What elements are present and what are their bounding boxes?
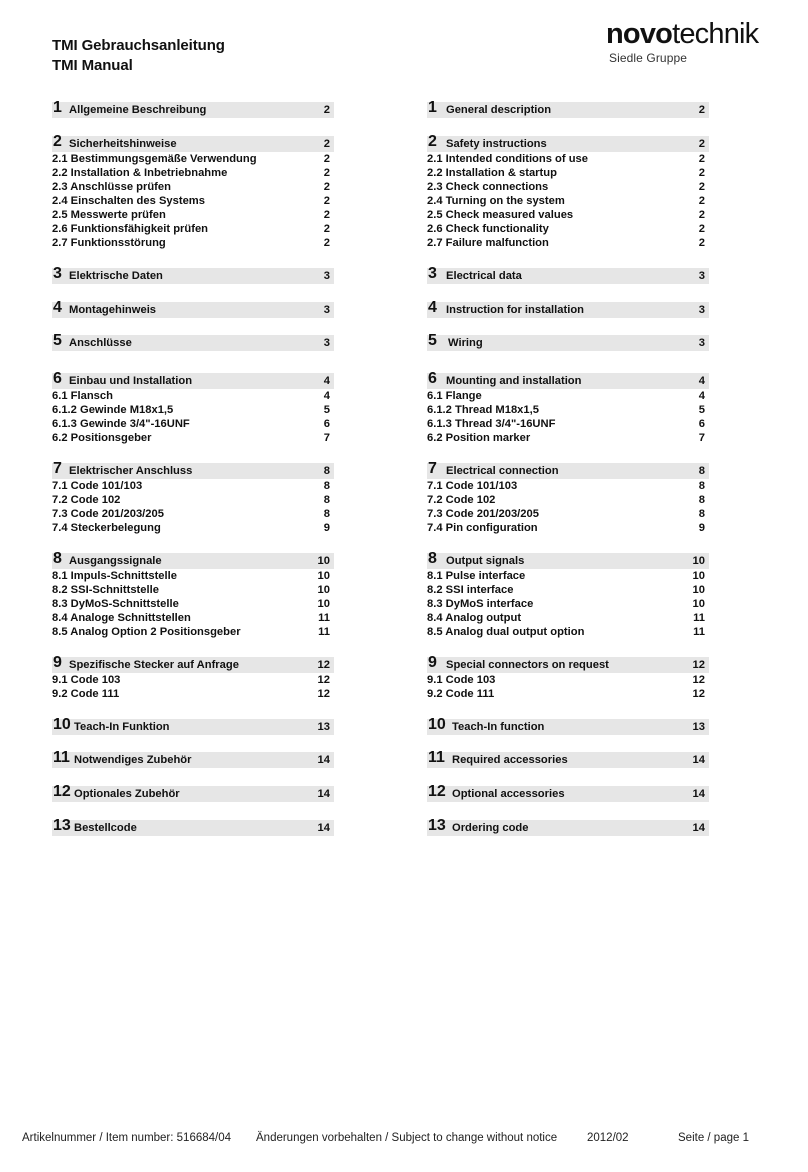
item-label: 2.2 Installation & startup xyxy=(427,167,557,179)
toc-item-2-7[interactable] xyxy=(52,236,334,250)
item-label: 7.4 Steckerbelegung xyxy=(52,522,161,534)
section-number: 7 xyxy=(428,460,437,477)
toc-section-13[interactable] xyxy=(427,817,709,836)
section-page: 4 xyxy=(323,375,330,387)
section-page: 12 xyxy=(692,659,705,671)
item-page: 10 xyxy=(692,570,705,582)
title-german: TMI Gebrauchsanleitung xyxy=(52,37,225,54)
item-label: 9.2 Code 111 xyxy=(427,688,495,700)
toc-item-7-1[interactable] xyxy=(427,479,709,493)
section-page: 2 xyxy=(698,138,705,150)
toc-item-6-1-3[interactable] xyxy=(427,417,709,431)
section-number: 10 xyxy=(428,716,446,733)
item-page: 8 xyxy=(698,480,705,492)
item-page: 4 xyxy=(698,390,705,402)
title-english: TMI Manual xyxy=(52,57,133,74)
section-number: 8 xyxy=(428,550,437,567)
section-page: 2 xyxy=(698,104,705,116)
toc-item-6-2[interactable] xyxy=(52,431,334,445)
section-label: Anschlüsse xyxy=(69,337,132,349)
toc-item-6-1[interactable] xyxy=(427,389,709,403)
toc-item-7-1[interactable] xyxy=(52,479,334,493)
section-label: Elektrischer Anschluss xyxy=(69,465,193,477)
section-number: 2 xyxy=(53,133,62,150)
toc-section-11[interactable] xyxy=(52,749,334,768)
item-page: 2 xyxy=(323,237,330,249)
novotechnik-logo xyxy=(606,18,796,70)
item-label: 2.4 Turning on the system xyxy=(427,195,565,207)
section-number: 8 xyxy=(53,550,62,567)
toc-section-8[interactable] xyxy=(52,550,334,569)
section-label: Teach-In function xyxy=(452,721,545,733)
item-label: 8.3 DyMoS-Schnittstelle xyxy=(52,598,179,610)
section-label: Safety instructions xyxy=(446,138,547,150)
item-label: 7.2 Code 102 xyxy=(52,494,121,506)
toc-item-7-2[interactable] xyxy=(52,493,334,507)
item-label: 2.2 Installation & Inbetriebnahme xyxy=(52,167,228,179)
toc-section-9[interactable] xyxy=(52,654,334,673)
toc-item-8-4[interactable] xyxy=(427,611,709,625)
section-page: 8 xyxy=(323,465,330,477)
item-label: 2.5 Check measured values xyxy=(427,209,574,221)
section-number: 6 xyxy=(428,370,437,387)
item-label: 2.3 Anschlüsse prüfen xyxy=(52,181,171,193)
section-label: Einbau und Installation xyxy=(69,375,193,387)
section-label: Allgemeine Beschreibung xyxy=(69,104,207,116)
item-page: 7 xyxy=(323,432,330,444)
item-page: 10 xyxy=(317,598,330,610)
section-number: 11 xyxy=(428,749,445,766)
toc-item-2-5[interactable] xyxy=(427,208,709,222)
item-page: 2 xyxy=(698,167,705,179)
section-label: Montagehinweis xyxy=(69,304,157,316)
toc-item-7-4[interactable] xyxy=(52,521,334,535)
item-label: 2.1 Intended conditions of use xyxy=(427,153,588,165)
section-label: Optional accessories xyxy=(452,788,565,800)
section-number: 4 xyxy=(53,299,62,316)
item-page: 2 xyxy=(323,181,330,193)
section-number: 6 xyxy=(53,370,62,387)
section-number: 5 xyxy=(428,332,437,349)
toc-item-2-2[interactable] xyxy=(52,166,334,180)
toc-item-2-4[interactable] xyxy=(52,194,334,208)
toc-section-13[interactable] xyxy=(52,817,334,836)
toc-section-5[interactable] xyxy=(427,332,709,351)
section-page: 14 xyxy=(692,788,705,800)
toc-item-2-6[interactable] xyxy=(52,222,334,236)
toc-section-4[interactable] xyxy=(52,299,334,318)
footer-date: 2012/02 xyxy=(587,1132,629,1144)
item-label: 2.1 Bestimmungsgemäße Verwendung xyxy=(52,153,257,165)
item-label: 2.7 Funktionsstörung xyxy=(52,237,166,249)
item-label: 2.3 Check connections xyxy=(427,181,549,193)
section-page: 2 xyxy=(323,138,330,150)
section-page: 12 xyxy=(317,659,330,671)
item-label: 2.6 Funktionsfähigkeit prüfen xyxy=(52,223,209,235)
toc-item-8-4[interactable] xyxy=(52,611,334,625)
item-label: 6.1.3 Thread 3/4"-16UNF xyxy=(427,418,556,430)
item-label: 8.2 SSI interface xyxy=(427,584,514,596)
section-page: 3 xyxy=(698,270,705,282)
section-label: Ausgangssignale xyxy=(69,555,162,567)
item-page: 4 xyxy=(323,390,330,402)
item-label: 2.4 Einschalten des Systems xyxy=(52,195,205,207)
item-page: 10 xyxy=(692,584,705,596)
section-label: Optionales Zubehör xyxy=(74,788,180,800)
section-page: 3 xyxy=(323,337,330,349)
item-label: 2.6 Check functionality xyxy=(427,223,549,235)
item-page: 9 xyxy=(698,522,705,534)
toc-item-9-2[interactable] xyxy=(427,687,709,701)
section-label: Spezifische Stecker auf Anfrage xyxy=(69,659,239,671)
section-page: 14 xyxy=(692,822,705,834)
item-label: 7.1 Code 101/103 xyxy=(52,480,143,492)
toc-section-6[interactable] xyxy=(427,370,709,389)
section-page: 14 xyxy=(317,788,330,800)
toc-section-12[interactable] xyxy=(52,783,334,802)
section-number: 7 xyxy=(53,460,62,477)
logo-light-text: technik xyxy=(672,18,759,50)
item-page: 8 xyxy=(323,480,330,492)
toc-section-3[interactable] xyxy=(427,265,709,284)
toc-item-6-1-2[interactable] xyxy=(427,403,709,417)
toc-section-1[interactable] xyxy=(427,99,709,118)
logo-subtitle: Siedle Gruppe xyxy=(609,51,688,65)
item-page: 7 xyxy=(698,432,705,444)
item-page: 2 xyxy=(323,167,330,179)
section-number: 3 xyxy=(53,265,62,282)
item-label: 7.3 Code 201/203/205 xyxy=(427,508,539,520)
toc-item-6-2[interactable] xyxy=(427,431,709,445)
section-label: Required accessories xyxy=(452,754,568,766)
document-title xyxy=(52,36,372,76)
item-label: 6.1.2 Thread M18x1,5 xyxy=(427,404,539,416)
section-page: 14 xyxy=(692,754,705,766)
item-label: 6.1 Flange xyxy=(427,390,482,402)
toc-section-7[interactable] xyxy=(52,460,334,479)
section-number: 1 xyxy=(53,99,62,116)
section-number: 2 xyxy=(428,133,437,150)
toc-item-2-1[interactable] xyxy=(52,152,334,166)
item-label: 9.2 Code 111 xyxy=(52,688,120,700)
section-label: Output signals xyxy=(446,555,525,567)
toc-section-3[interactable] xyxy=(52,265,334,284)
item-label: 9.1 Code 103 xyxy=(427,674,496,686)
toc-item-6-1-2[interactable] xyxy=(52,403,334,417)
item-label: 6.2 Position marker xyxy=(427,432,531,444)
item-page: 11 xyxy=(693,612,705,624)
toc-item-7-3[interactable] xyxy=(427,507,709,521)
toc-item-9-1[interactable] xyxy=(52,673,334,687)
item-label: 9.1 Code 103 xyxy=(52,674,121,686)
item-page: 2 xyxy=(698,209,705,221)
item-page: 5 xyxy=(323,404,330,416)
item-label: 8.5 Analog dual output option xyxy=(427,626,585,638)
section-label: Special connectors on request xyxy=(446,659,609,671)
item-page: 8 xyxy=(323,508,330,520)
section-label: Ordering code xyxy=(452,822,529,834)
section-number: 12 xyxy=(53,783,71,800)
toc-item-6-1-3[interactable] xyxy=(52,417,334,431)
item-page: 9 xyxy=(323,522,330,534)
item-label: 7.4 Pin configuration xyxy=(427,522,538,534)
section-page: 2 xyxy=(323,104,330,116)
section-page: 10 xyxy=(692,555,705,567)
toc-item-2-1[interactable] xyxy=(427,152,709,166)
item-label: 6.1.3 Gewinde 3/4"-16UNF xyxy=(52,418,190,430)
item-label: 8.4 Analog output xyxy=(427,612,522,624)
toc-section-10[interactable] xyxy=(52,716,334,735)
item-page: 2 xyxy=(698,237,705,249)
toc-item-8-1[interactable] xyxy=(427,569,709,583)
toc-section-1[interactable] xyxy=(52,99,334,118)
section-page: 3 xyxy=(323,304,330,316)
item-page: 2 xyxy=(698,195,705,207)
section-number: 13 xyxy=(428,817,446,834)
section-number: 13 xyxy=(53,817,71,834)
item-page: 8 xyxy=(698,508,705,520)
item-page: 6 xyxy=(323,418,330,430)
item-label: 6.1.2 Gewinde M18x1,5 xyxy=(52,404,174,416)
toc-section-11[interactable] xyxy=(427,749,709,768)
item-label: 8.1 Pulse interface xyxy=(427,570,526,582)
section-label: Teach-In Funktion xyxy=(74,721,170,733)
toc-section-2[interactable] xyxy=(427,133,709,152)
toc-section-5[interactable] xyxy=(52,332,334,351)
item-page: 11 xyxy=(693,626,705,638)
section-number: 9 xyxy=(53,654,62,671)
item-page: 12 xyxy=(317,688,330,700)
item-page: 2 xyxy=(698,153,705,165)
section-label: General description xyxy=(446,104,552,116)
logo-bold-text: novo xyxy=(606,18,673,50)
toc-item-2-2[interactable] xyxy=(427,166,709,180)
item-label: 2.7 Failure malfunction xyxy=(427,237,549,249)
item-page: 8 xyxy=(323,494,330,506)
section-number: 9 xyxy=(428,654,437,671)
section-number: 11 xyxy=(53,749,70,766)
item-page: 8 xyxy=(698,494,705,506)
toc-item-2-3[interactable] xyxy=(52,180,334,194)
toc-item-2-6[interactable] xyxy=(427,222,709,236)
toc-item-8-3[interactable] xyxy=(52,597,334,611)
item-page: 10 xyxy=(692,598,705,610)
toc-item-8-2[interactable] xyxy=(52,583,334,597)
item-page: 11 xyxy=(318,612,330,624)
item-page: 6 xyxy=(698,418,705,430)
item-page: 2 xyxy=(698,223,705,235)
item-label: 8.2 SSI-Schnittstelle xyxy=(52,584,159,596)
toc-item-2-4[interactable] xyxy=(427,194,709,208)
item-label: 8.4 Analoge Schnittstellen xyxy=(52,612,191,624)
section-page: 10 xyxy=(317,555,330,567)
toc-item-8-3[interactable] xyxy=(427,597,709,611)
item-page: 5 xyxy=(698,404,705,416)
toc-item-9-1[interactable] xyxy=(427,673,709,687)
toc-section-4[interactable] xyxy=(427,299,709,318)
section-page: 3 xyxy=(323,270,330,282)
toc-section-6[interactable] xyxy=(52,370,334,389)
footer-article-number: Artikelnummer / Item number: 516684/04 xyxy=(22,1132,232,1144)
footer-change-notice: Änderungen vorbehalten / Subject to change without notice xyxy=(256,1132,558,1144)
section-label: Notwendiges Zubehör xyxy=(74,754,192,766)
item-page: 2 xyxy=(323,153,330,165)
toc-section-9[interactable] xyxy=(427,654,709,673)
item-page: 10 xyxy=(317,584,330,596)
section-number: 5 xyxy=(53,332,62,349)
section-label: Elektrische Daten xyxy=(69,270,163,282)
item-label: 6.2 Positionsgeber xyxy=(52,432,152,444)
item-page: 10 xyxy=(317,570,330,582)
footer-page-number: Seite / page 1 xyxy=(678,1132,749,1144)
toc-item-2-5[interactable] xyxy=(52,208,334,222)
item-page: 2 xyxy=(323,209,330,221)
section-label: Instruction for installation xyxy=(446,304,584,316)
section-page: 8 xyxy=(698,465,705,477)
section-label: Electrical data xyxy=(446,270,522,282)
toc-section-10[interactable] xyxy=(427,716,709,735)
section-page: 13 xyxy=(692,721,705,733)
item-page: 12 xyxy=(692,674,705,686)
toc-section-12[interactable] xyxy=(427,783,709,802)
item-label: 8.3 DyMoS interface xyxy=(427,598,534,610)
section-page: 3 xyxy=(698,337,705,349)
section-label: Wiring xyxy=(448,337,483,349)
item-label: 2.5 Messwerte prüfen xyxy=(52,209,166,221)
item-page: 12 xyxy=(692,688,705,700)
toc-item-2-7[interactable] xyxy=(427,236,709,250)
toc-item-9-2[interactable] xyxy=(52,687,334,701)
item-label: 7.2 Code 102 xyxy=(427,494,496,506)
toc-item-7-2[interactable] xyxy=(427,493,709,507)
toc-item-8-2[interactable] xyxy=(427,583,709,597)
section-number: 1 xyxy=(428,99,437,116)
section-number: 3 xyxy=(428,265,437,282)
section-page: 14 xyxy=(317,754,330,766)
toc-item-8-1[interactable] xyxy=(52,569,334,583)
toc-section-2[interactable] xyxy=(52,133,334,152)
item-label: 8.5 Analog Option 2 Positionsgeber xyxy=(52,626,241,638)
section-label: Sicherheitshinweise xyxy=(69,138,177,150)
section-number: 4 xyxy=(428,299,437,316)
section-number: 10 xyxy=(53,716,71,733)
item-page: 2 xyxy=(698,181,705,193)
item-page: 2 xyxy=(323,223,330,235)
toc-section-8[interactable] xyxy=(427,550,709,569)
item-page: 2 xyxy=(323,195,330,207)
item-label: 7.1 Code 101/103 xyxy=(427,480,518,492)
item-label: 7.3 Code 201/203/205 xyxy=(52,508,164,520)
toc-item-8-5[interactable] xyxy=(52,625,334,639)
section-label: Electrical connection xyxy=(446,465,559,477)
toc-item-7-3[interactable] xyxy=(52,507,334,521)
section-label: Mounting and installation xyxy=(446,375,582,387)
item-label: 6.1 Flansch xyxy=(52,390,113,402)
item-page: 12 xyxy=(317,674,330,686)
section-page: 3 xyxy=(698,304,705,316)
item-page: 11 xyxy=(318,626,330,638)
section-label: Bestellcode xyxy=(74,822,137,834)
toc-item-6-1[interactable] xyxy=(52,389,334,403)
toc-item-8-5[interactable] xyxy=(427,625,709,639)
section-page: 13 xyxy=(317,721,330,733)
toc-section-7[interactable] xyxy=(427,460,709,479)
section-number: 12 xyxy=(428,783,446,800)
item-label: 8.1 Impuls-Schnittstelle xyxy=(52,570,177,582)
section-page: 14 xyxy=(317,822,330,834)
toc-item-7-4[interactable] xyxy=(427,521,709,535)
toc-item-2-3[interactable] xyxy=(427,180,709,194)
section-page: 4 xyxy=(698,375,705,387)
